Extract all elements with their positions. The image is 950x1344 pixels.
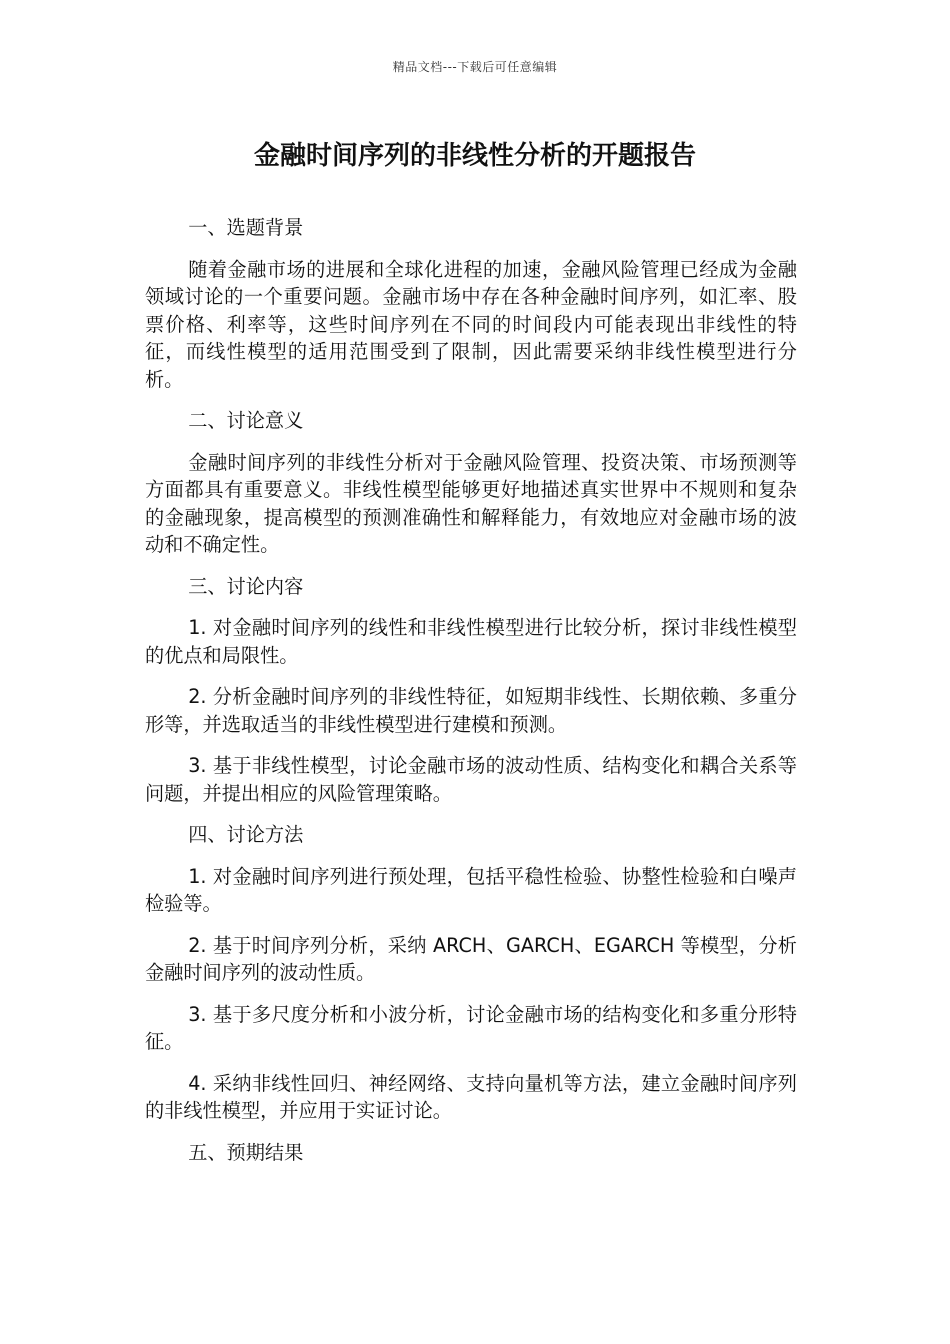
list-item: 2. 分析金融时间序列的非线性特征，如短期非线性、长期依赖、多重分形等，并选取适当的非线性模型进行建模和预测。: [145, 685, 797, 736]
document-body: [145, 214, 797, 1180]
paragraph-significance: 金融时间序列的非线性分析对于金融风险管理、投资决策、市场预测等方面都具有重要意义。非线性模型能够更好地描述真实世界中不规则和复杂的金融现象，提高模型的预测准确性和解释能力，有效地应对金融市场的波动和不确定性。: [145, 450, 797, 556]
list-item: 1. 对金融时间序列进行预处理，包括平稳性检验、协整性检验和白噪声检验等。: [145, 864, 797, 915]
section-heading-background: 一、选题背景: [188, 216, 304, 239]
section-heading-significance: 二、讨论意义: [188, 409, 304, 432]
list-item: 3. 基于多尺度分析和小波分析，讨论金融市场的结构变化和多重分形特征。: [145, 1002, 797, 1053]
header-watermark: 精品文档---下载后可任意编辑: [392, 60, 558, 74]
list-item: 2. 基于时间序列分析，采纳 ARCH、GARCH、EGARCH 等模型，分析金融时间序列的波动性质。: [145, 933, 797, 984]
list-item: 3. 基于非线性模型，讨论金融市场的波动性质、结构变化和耦合关系等问题，并提出相应的风险管理策略。: [145, 754, 797, 805]
document-title: 金融时间序列的非线性分析的开题报告: [253, 141, 696, 171]
section-heading-content: 三、讨论内容: [188, 574, 304, 598]
section-heading-methods: 四、讨论方法: [188, 823, 304, 846]
section-heading-expected-results: 五、预期结果: [188, 1140, 304, 1164]
list-item: 1. 对金融时间序列的线性和非线性模型进行比较分析，探讨非线性模型的优点和局限性。: [145, 616, 797, 667]
list-item: 4. 采纳非线性回归、神经网络、支持向量机等方法，建立金融时间序列的非线性模型，并应用于实证讨论。: [145, 1071, 797, 1122]
paragraph-background: 随着金融市场的进展和全球化进程的加速，金融风险管理已经成为金融领域讨论的一个重要问题。金融市场中存在各种金融时间序列，如汇率、股票价格、利率等，这些时间序列在不同的时间段内可能表现出非线性的特征，而线性模型的适用范围受到了限制，因此需要采纳非线性模型进行分析。: [145, 257, 797, 391]
